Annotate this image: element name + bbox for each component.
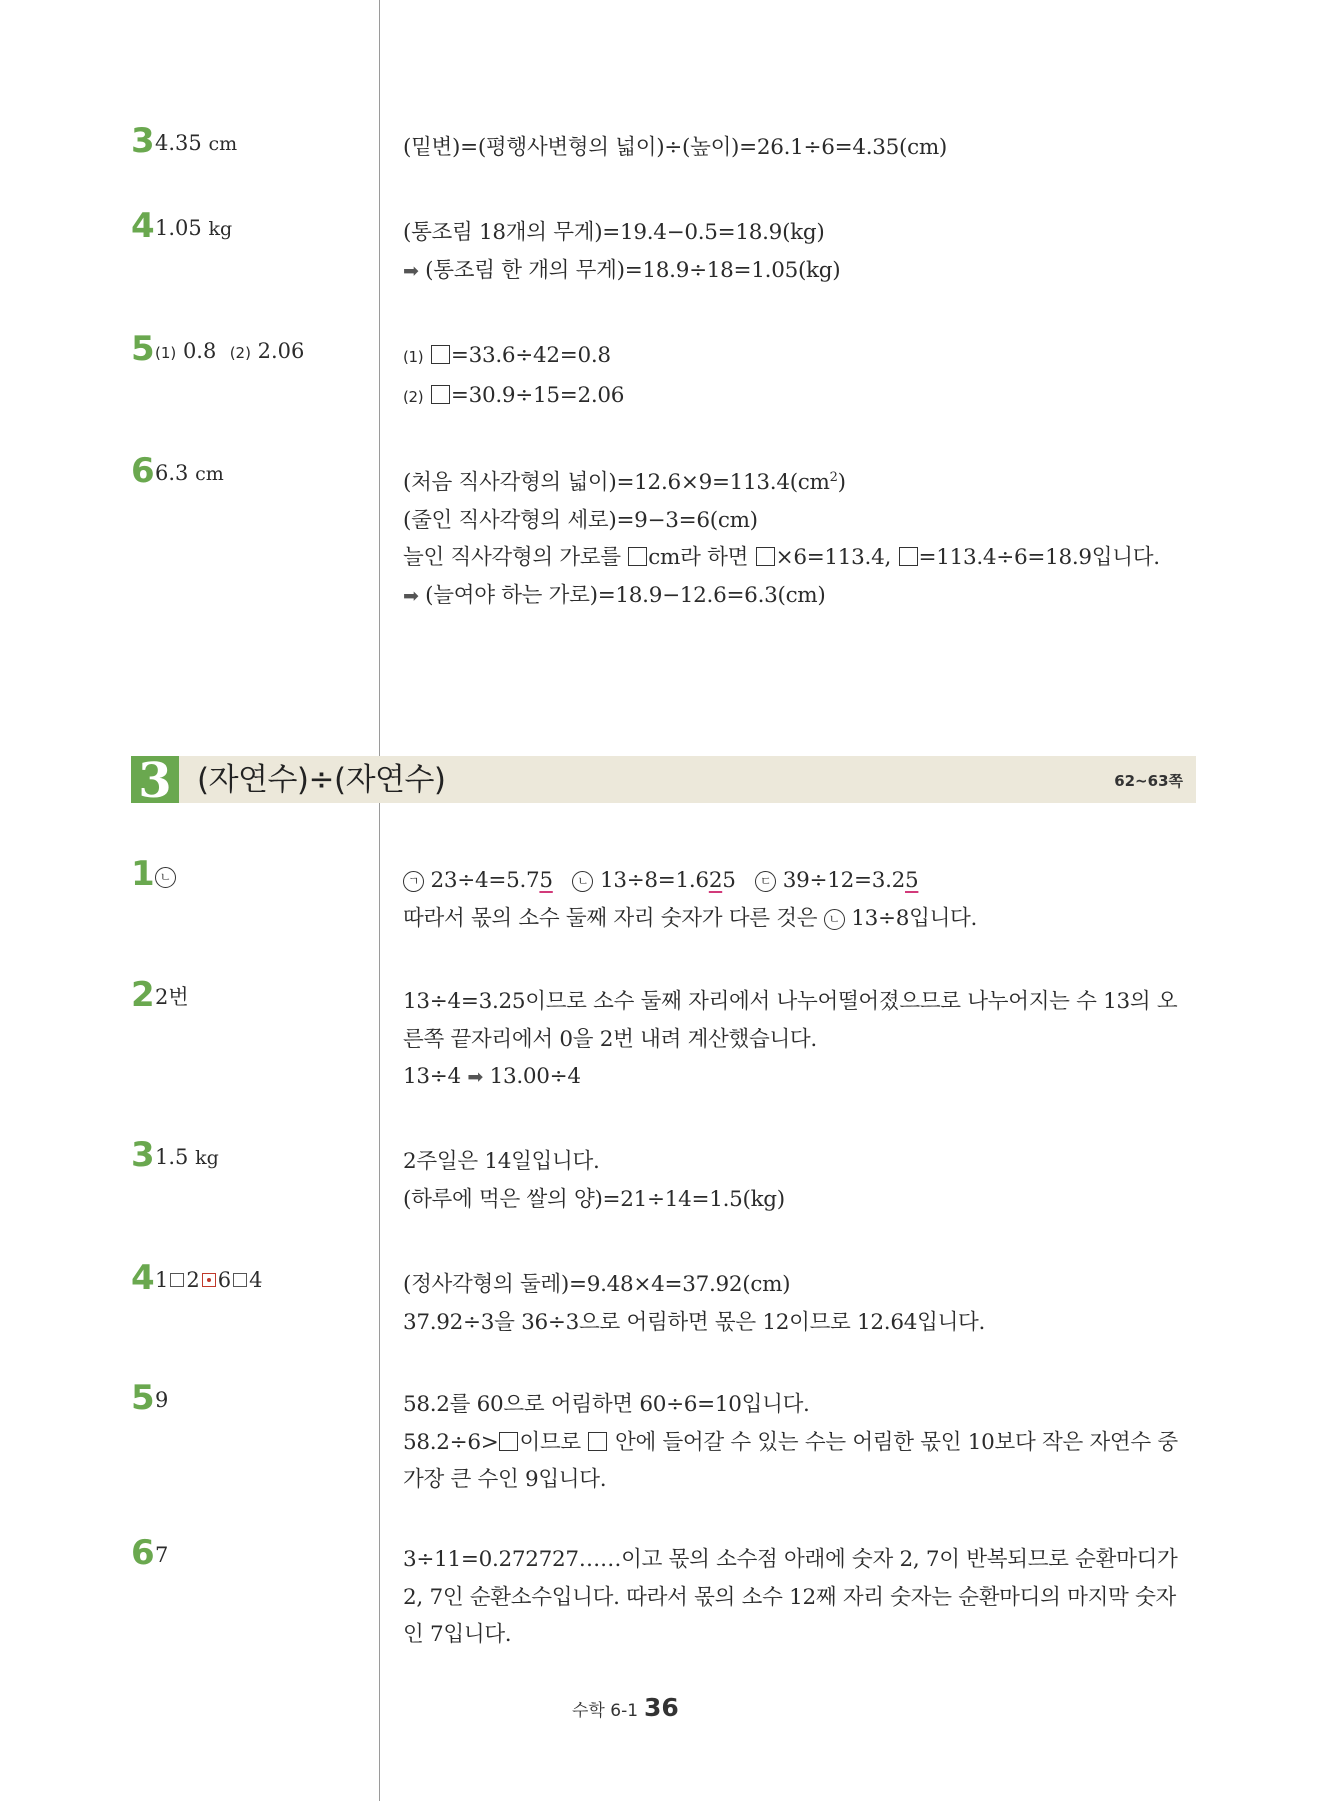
page-number: 36 xyxy=(644,1693,679,1722)
blank-box xyxy=(899,547,918,566)
decimal-point-box xyxy=(202,1273,216,1287)
item-solution: (통조림 18개의 무게)=19.4−0.5=18.9(kg) ➡ (통조림 한 개의 무게)=18.9÷18=1.05(kg) xyxy=(403,220,841,283)
item-number: 5 xyxy=(131,329,154,369)
item-number: 3 xyxy=(131,1135,154,1175)
item-number: 4 xyxy=(131,1258,154,1298)
item-answer: 6.3 cm xyxy=(155,461,224,485)
item-answer: 7 xyxy=(155,1543,169,1567)
item-number: 6 xyxy=(131,1533,154,1573)
page-footer xyxy=(572,1693,679,1722)
item-answer: 4.35 cm xyxy=(155,131,238,155)
item-answer: 1 2 6 4 xyxy=(155,1268,263,1292)
item-answer: 1.05 kg xyxy=(155,216,233,240)
item-number: 5 xyxy=(131,1378,154,1418)
arrow-right-icon: ➡ xyxy=(403,259,419,282)
section-banner xyxy=(131,753,1196,809)
section-title: (자연수)÷(자연수) xyxy=(197,762,446,798)
footer-label: 수학 6-1 xyxy=(572,1701,639,1721)
item-solution: 13÷4=3.25이므로 소수 둘째 자리에서 나누어떨어졌으므로 나누어지는 수 13의 오른쪽 끝자리에서 0을 2번 내려 계산했습니다. 13÷4 ➡ 13.00÷4 xyxy=(403,989,1178,1089)
blank-box xyxy=(588,1432,607,1451)
blank-box xyxy=(628,547,647,566)
item-answer: (1) 0.8 (2) 2.06 xyxy=(155,339,305,363)
item-answer: 2번 xyxy=(155,985,189,1009)
item-answer xyxy=(155,864,176,888)
blank-box xyxy=(431,345,450,364)
item-number: 6 xyxy=(131,451,154,491)
item-number: 4 xyxy=(131,206,154,246)
item-number: 3 xyxy=(131,121,154,161)
section-page-range: 62~63쪽 xyxy=(1114,772,1183,790)
item-solution: 3÷11=0.272727……이고 몫의 소수점 아래에 숫자 2, 7이 반복되므로 순환마디가 2, 7인 순환소수입니다. 따라서 몫의 소수 12째 자리 숫자는 순환마디의 마지막 숫자인 7입니다. xyxy=(403,1547,1178,1647)
item-solution: 2주일은 14일입니다. (하루에 먹은 쌀의 양)=21÷14=1.5(kg) xyxy=(403,1149,785,1212)
digit-box xyxy=(233,1273,247,1287)
item-solution: (정사각형의 둘레)=9.48×4=37.92(cm) 37.92÷3을 36÷3으로 어림하면 몫은 12이므로 12.64입니다. xyxy=(403,1272,986,1335)
blank-box xyxy=(431,385,450,404)
arrow-right-icon: ➡ xyxy=(403,584,419,607)
arrow-right-icon: ➡ xyxy=(467,1066,484,1088)
item-solution: (1) =33.6÷42=0.8 (2) =30.9÷15=2.06 xyxy=(403,343,625,408)
blank-box xyxy=(756,547,775,566)
item-solution: (처음 직사각형의 넓이)$=12.6\times 9=113.4(cm^2)$ (줄인 직사각형의 세로)=9−3=6(cm) 늘인 직사각형의 가로를 cm라 하면 ×6=113.4, =113.4÷6=18.9입니다. ➡ (늘여야 하는 가로)=18.9−12.6=6.3(cm) xyxy=(403,470,1160,608)
item-number: 2 xyxy=(131,975,154,1015)
item-solution: 58.2를 60으로 어림하면 60÷6=10입니다. 58.2÷6> 이므로 안에 들어갈 수 있는 수는 어림한 몫인 10보다 작은 자연수 중 가장 큰 수인 9입니다. xyxy=(403,1392,1178,1492)
digit-box xyxy=(170,1273,184,1287)
item-number: 1 xyxy=(131,854,154,894)
section-number: 3 xyxy=(131,756,179,803)
item-solution: (밑변)=(평행사변형의 넓이)÷(높이)=26.1÷6=4.35(cm) xyxy=(403,135,947,160)
item-solution: ㄱ 23÷4=5.75 ㄴ 13÷8=1.625 ㄷ 39÷12=3.25 따라서 몫의 소수 둘째 자리 숫자가 다른 것은 ㄴ 13÷8입니다. xyxy=(403,868,978,931)
circled-letter: ㄴ xyxy=(155,867,176,888)
blank-box xyxy=(499,1432,518,1451)
column-divider xyxy=(379,0,380,1801)
item-answer: 1.5 kg xyxy=(155,1145,219,1169)
item-answer: 9 xyxy=(155,1388,169,1412)
